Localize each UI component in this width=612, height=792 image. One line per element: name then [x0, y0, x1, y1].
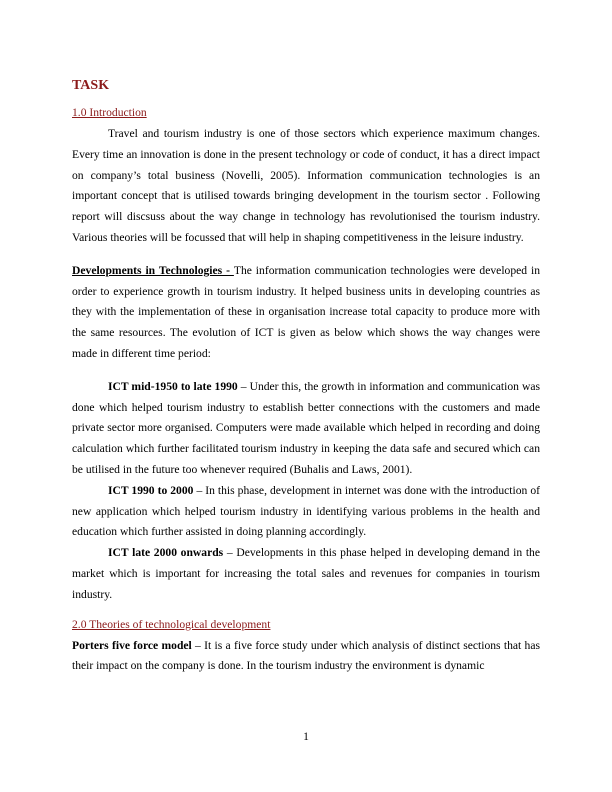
phase-text-3: – Developments in this phase helped in developing demand in the market which is important for increasing the total sales and revenues for companies in tourism industry.: [72, 546, 540, 601]
section-title-theories: 2.0 Theories of technological development: [72, 617, 271, 631]
page-number: 1: [303, 730, 309, 743]
phase-label-3: ICT late 2000 onwards: [108, 546, 224, 560]
page-content: [72, 78, 540, 677]
phase-paragraph-2: [72, 481, 540, 543]
porters-text: – It is a five force study under which analysis of distinct sections that has their impact on the company is done. In the tourism industry the environment is dynamic: [72, 638, 540, 673]
porters-paragraph: [72, 636, 540, 678]
phase-label-2: ICT 1990 to 2000: [108, 483, 194, 497]
phase-paragraph-1: [72, 377, 540, 481]
task-heading: TASK: [72, 78, 110, 93]
phase-text-2: – In this phase, development in internet was done with the introduction of new application which helped tourism industry in identifying various problems in the health and education which further assisted in doing planning accordingly.: [72, 483, 540, 539]
introduction-paragraph: Travel and tourism industry is one of those sectors which experience maximum changes. Every time an innovation is done in the present technology or code of conduct, it has a direct impact on company’s total business (Novelli, 2005). Information communication technologies is an important concept that is utilised towards bringing development in the tourism sector . Following report will discsuss about the way change in technology has revolutionised the tourism industry. Various theories will be focussed that will help in shaping competitiveness in the leisure industry.: [72, 127, 540, 244]
developments-label: Developments in Technologies -: [72, 263, 234, 277]
porters-label: Porters five force model: [72, 638, 192, 652]
developments-text: The information communication technologies were developed in order to experience growth in tourism industry. It helped business units in developing countries as they with the implementation of these in organisation increase total capacity to produce more with the same resources. The evolution of ICT is given as below which shows the way changes were made in different time period:: [72, 263, 541, 360]
phase-text-1: – Under this, the growth in information and communication was done which helped tourism industry to establish better connections with the customers and made private sector more organised. Computers were made available which helped in recording and doing calculation which further facilitated tourism industry in keeping the data safe and secured which can be utilised in the future too whenever required (Buhalis and Laws, 2001).: [72, 379, 540, 476]
phase-paragraph-3: [72, 543, 540, 605]
developments-paragraph: [72, 261, 540, 365]
section-title-introduction: 1.0 Introduction: [72, 106, 147, 119]
phase-label-1: ICT mid-1950 to late 1990: [108, 379, 238, 393]
